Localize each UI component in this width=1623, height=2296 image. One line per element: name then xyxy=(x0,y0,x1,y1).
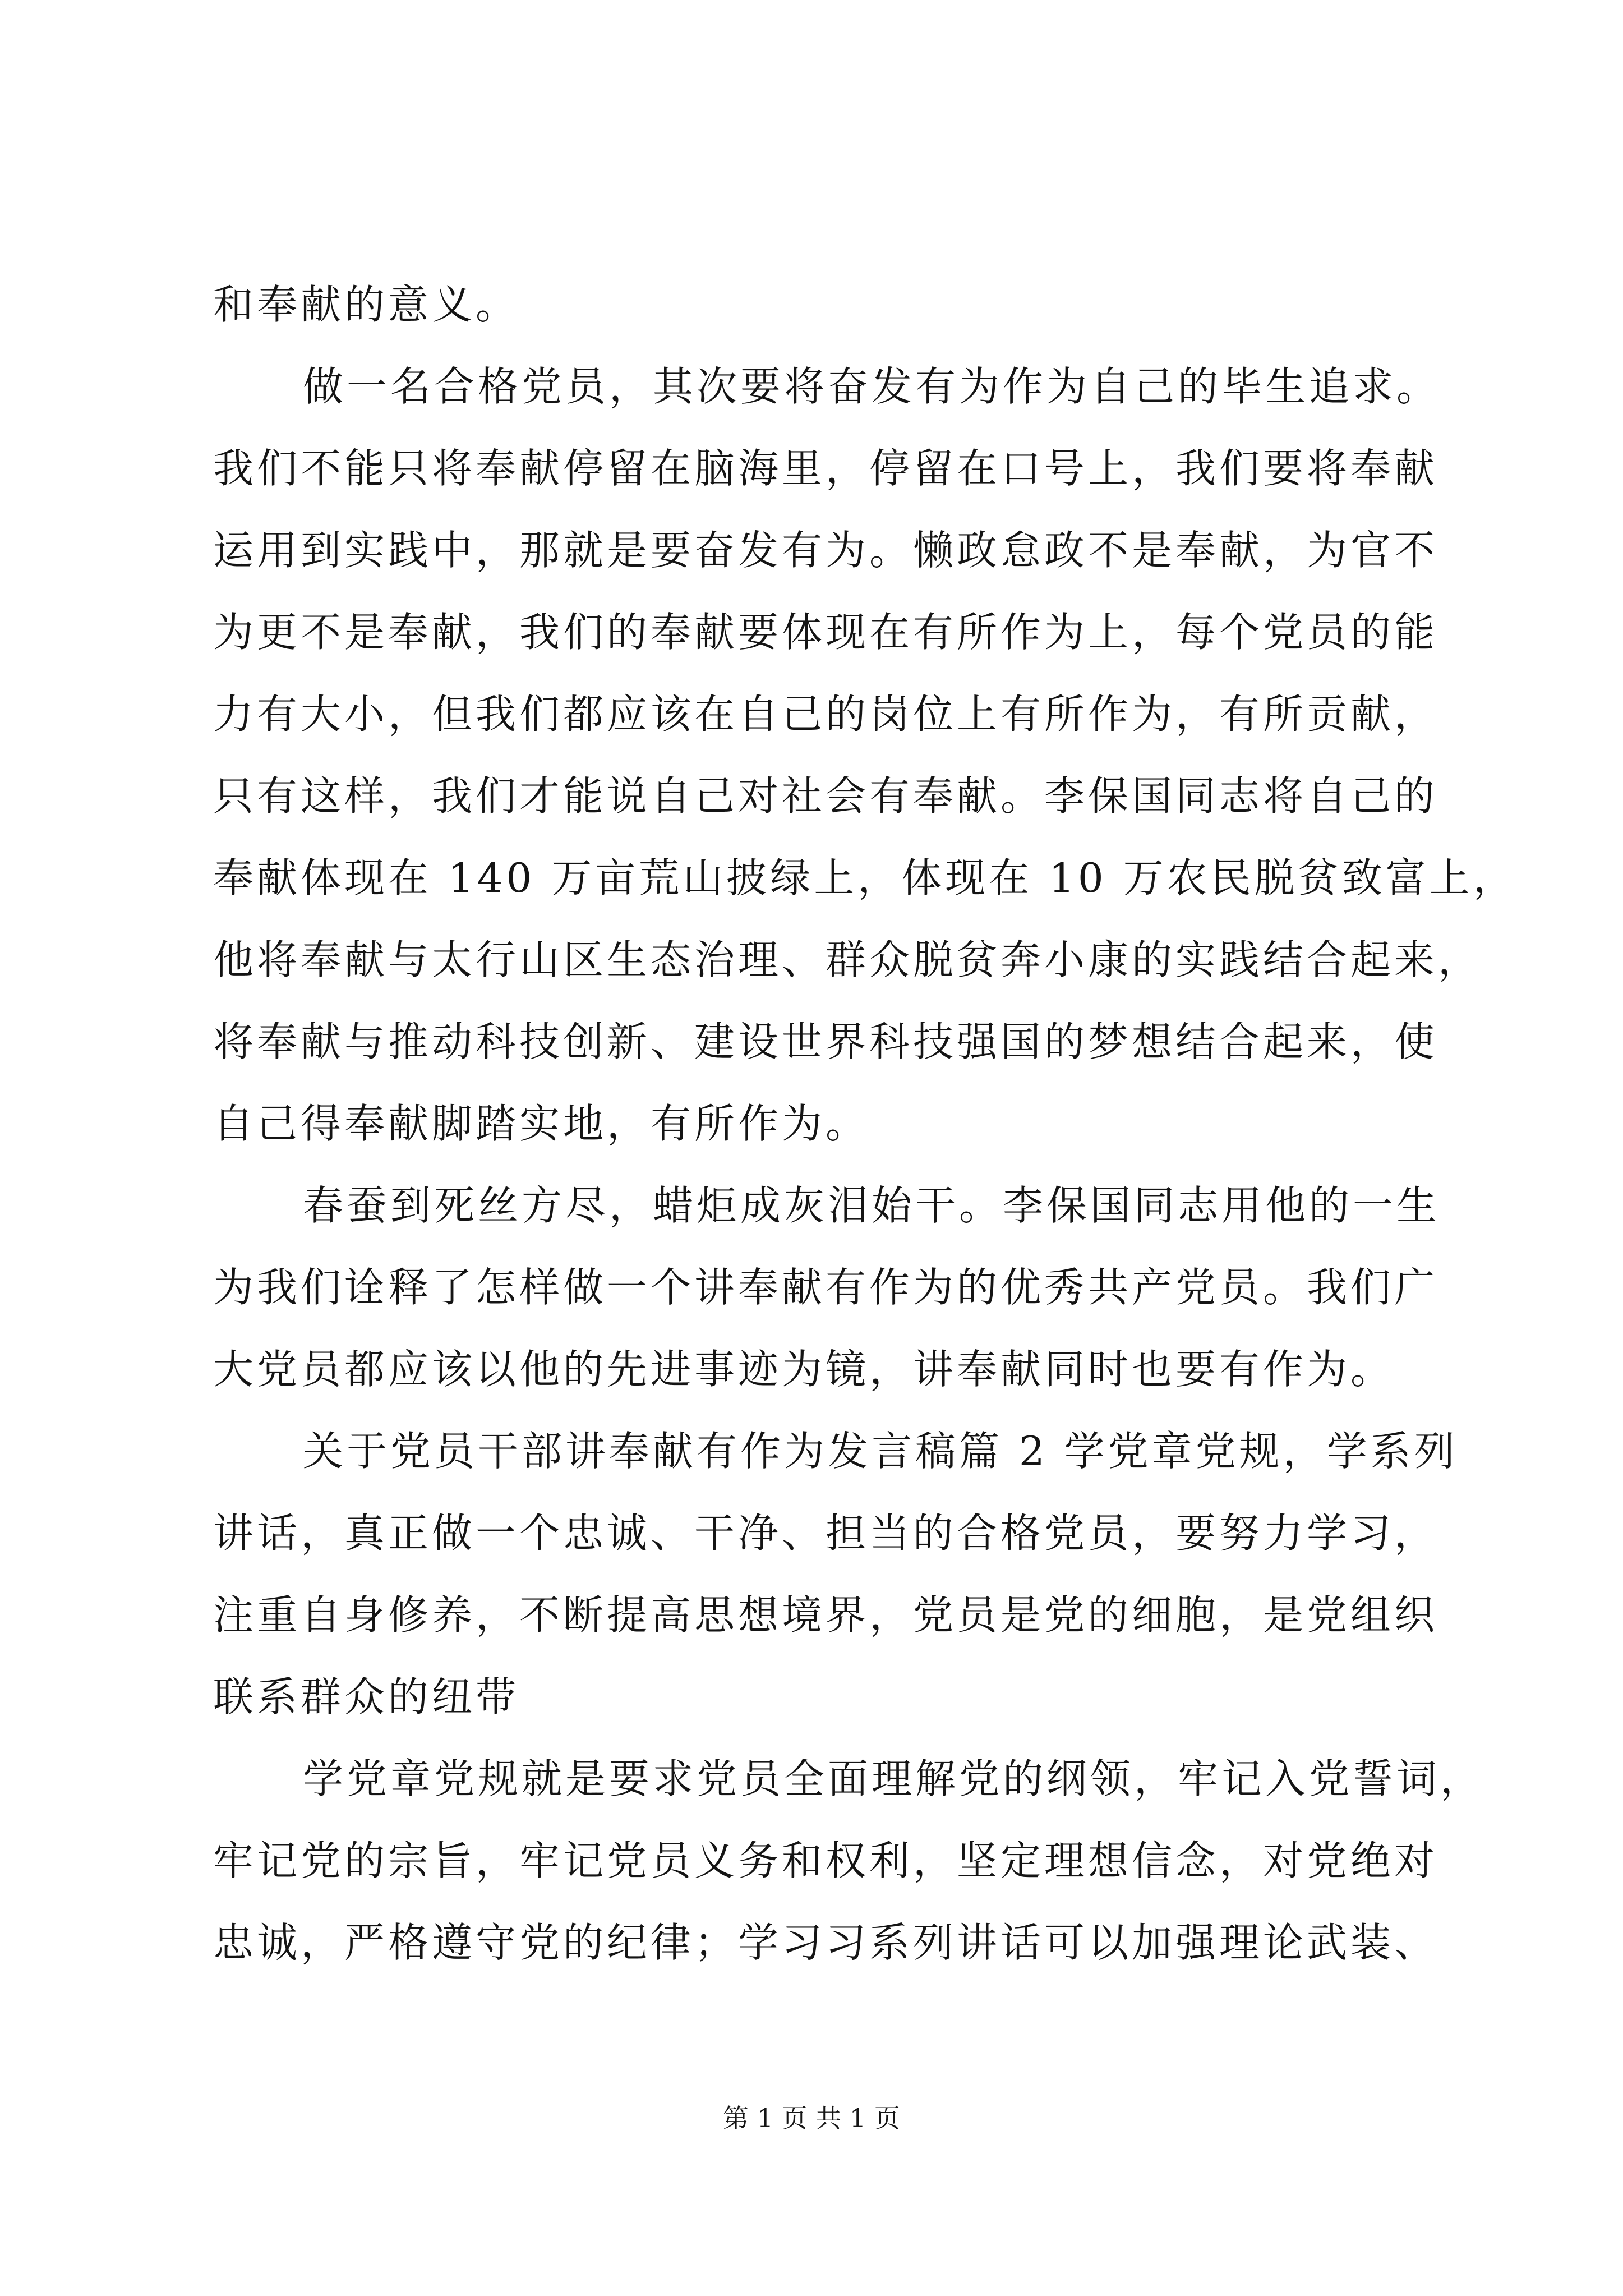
text-line: 春蚕到死丝方尽，蜡炬成灰泪始干。李保国同志用他的一生 xyxy=(303,1182,1441,1229)
page-footer: 第 1 页 共 1 页 xyxy=(723,2103,900,2133)
paragraph-3 xyxy=(213,1165,1441,1410)
paragraph-5 xyxy=(213,1738,1484,1984)
text-line: 自己得奉献脚踏实地，有所作为。 xyxy=(213,1100,870,1147)
text-line: 奉献体现在 140 万亩荒山披绿上，体现在 10 万农民脱贫致富上， xyxy=(213,854,1517,901)
text-line: 牢记党的宗旨，牢记党员义务和权利，坚定理想信念，对党绝对 xyxy=(213,1837,1438,1884)
text-line: 运用到实践中，那就是要奋发有为。懒政怠政不是奉献，为官不 xyxy=(213,527,1438,574)
text-line: 只有这样，我们才能说自己对社会有奉献。李保国同志将自己的 xyxy=(213,772,1438,820)
document-body xyxy=(213,264,1517,1984)
text-line: 大党员都应该以他的先进事迹为镜，讲奉献同时也要有作为。 xyxy=(213,1346,1395,1393)
text-line: 和奉献的意义。 xyxy=(213,281,520,328)
text-line: 将奉献与推动科技创新、建设世界科技强国的梦想结合起来，使 xyxy=(213,1018,1438,1065)
text-line: 为我们诠释了怎样做一个讲奉献有作为的优秀共产党员。我们广 xyxy=(213,1264,1438,1311)
paragraph-1 xyxy=(213,264,1424,346)
text-line: 力有大小，但我们都应该在自己的岗位上有所作为，有所贡献， xyxy=(213,691,1438,738)
text-line: 讲话，真正做一个忠诚、干净、担当的合格党员，要努力学习， xyxy=(213,1510,1438,1557)
text-line: 联系群众的纽带 xyxy=(213,1673,520,1720)
text-line: 我们不能只将奉献停留在脑海里，停留在口号上，我们要将奉献 xyxy=(213,445,1438,492)
paragraph-2 xyxy=(213,346,1517,1165)
text-line: 注重自身修养，不断提高思想境界，党员是党的细胞，是党组织 xyxy=(213,1591,1438,1639)
text-line: 学党章党规就是要求党员全面理解党的纲领，牢记入党誓词， xyxy=(303,1755,1484,1802)
text-line: 他将奉献与太行山区生态治理、群众脱贫奔小康的实践结合起来， xyxy=(213,936,1482,983)
text-line: 忠诚，严格遵守党的纪律；学习习系列讲话可以加强理论武装、 xyxy=(213,1919,1438,1966)
paragraph-4 xyxy=(213,1410,1458,1738)
text-line: 做一名合格党员，其次要将奋发有为作为自己的毕生追求。 xyxy=(303,363,1441,410)
text-line: 关于党员干部讲奉献有作为发言稿篇 2 学党章党规，学系列 xyxy=(303,1428,1458,1475)
text-line: 为更不是奉献，我们的奉献要体现在有所作为上，每个党员的能 xyxy=(213,609,1438,656)
